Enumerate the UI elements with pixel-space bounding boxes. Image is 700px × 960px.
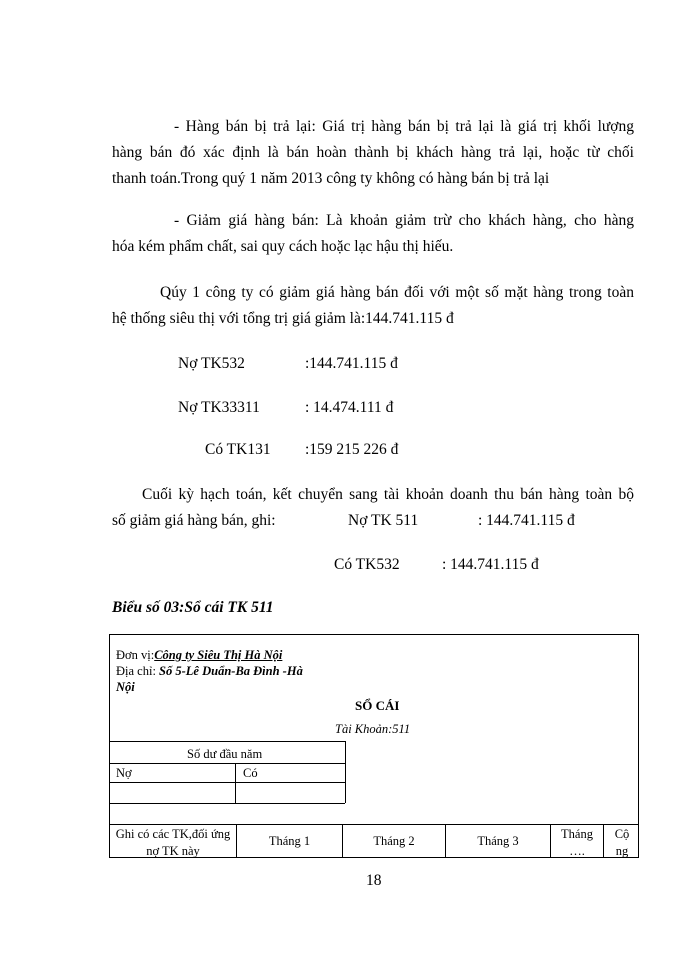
unit-value: Công ty Siêu Thị Hà Nội (154, 648, 283, 662)
returns-line-2: hàng bán đó xác định là bán hoàn thành bị khách hàng trả lại, hoặc từ chối (112, 144, 634, 161)
balance-row-border (109, 782, 345, 783)
discount-line-2: hóa kém phẩm chất, sai quy cách hoặc lạc hậu thị hiếu. (112, 238, 454, 255)
entry-debit-33311-label: Nợ TK33311 (178, 399, 260, 416)
columns-top-border (109, 824, 639, 825)
balance-mid-border (235, 763, 236, 803)
col-header-total: Cộng (614, 827, 630, 858)
ledger-caption: Biểu số 03:Sổ cái TK 511 (112, 599, 274, 616)
entry-credit-131-label: Có TK131 (205, 441, 271, 458)
discount-line-1: - Giảm giá hàng bán: Là khoản giảm trừ cho khách hàng, cho hàng (174, 212, 634, 229)
closing-credit-label: Có TK532 (334, 556, 400, 573)
unit-line (116, 648, 282, 663)
balance-right-border (345, 741, 346, 803)
address-value-cont: Nội (116, 680, 135, 694)
col-sep-4 (550, 824, 551, 858)
closing-credit-value: : 144.741.115 đ (442, 556, 539, 573)
col-sep-5 (603, 824, 604, 858)
entry-debit-532-label: Nợ TK532 (178, 355, 245, 372)
ledger-account: Tài Khoản:511 (335, 722, 411, 736)
closing-line-2: số giảm giá hàng bán, ghi: (112, 512, 276, 529)
entry-debit-33311-value: : 14.474.111 đ (305, 399, 394, 416)
q1-line-2: hệ thống siêu thị với tổng trị giá giảm là:144.741.115 đ (112, 310, 454, 327)
balance-bottom-border (109, 803, 345, 804)
balance-debit-label: Nợ (116, 766, 132, 780)
col-header-month-3: Tháng 3 (477, 834, 519, 848)
closing-debit-value: : 144.741.115 đ (478, 512, 575, 529)
unit-label: Đơn vị: (116, 648, 155, 662)
closing-debit-label: Nợ TK 511 (348, 512, 419, 529)
ledger-title: SỔ CÁI (355, 698, 400, 713)
address-value: Số 5-Lê Duẩn-Ba Đình -Hà (159, 664, 303, 678)
col-header-month-1: Tháng 1 (268, 834, 311, 848)
q1-line-1: Qúy 1 công ty có giảm giá hàng bán đối với một số mặt hàng trong toàn (160, 284, 634, 301)
col-header-month-n: Tháng …. (561, 827, 593, 858)
returns-line-1: - Hàng bán bị trả lại: Giá trị hàng bán bị trả lại là giá trị khối lượng (174, 118, 634, 135)
address-line (116, 664, 303, 679)
balance-header-border (109, 763, 345, 764)
balance-top-border (109, 741, 345, 742)
balance-credit-label: Có (243, 766, 258, 780)
balance-heading: Số dư đầu năm (187, 747, 263, 761)
col-header-contra: Ghi có các TK,đối ứng nợ TK này (115, 827, 231, 858)
returns-line-3: thanh toán.Trong quý 1 năm 2013 công ty không có hàng bán bị trả lại (112, 170, 550, 187)
page-number: 18 (366, 872, 382, 889)
entry-debit-532-value: :144.741.115 đ (305, 355, 398, 372)
col-header-month-2: Tháng 2 (373, 834, 415, 848)
closing-line-1: Cuối kỳ hạch toán, kết chuyển sang tài khoản doanh thu bán hàng toàn bộ (142, 486, 634, 503)
address-label: Địa chỉ: (116, 664, 156, 678)
entry-credit-131-value: :159 215 226 đ (305, 441, 399, 458)
